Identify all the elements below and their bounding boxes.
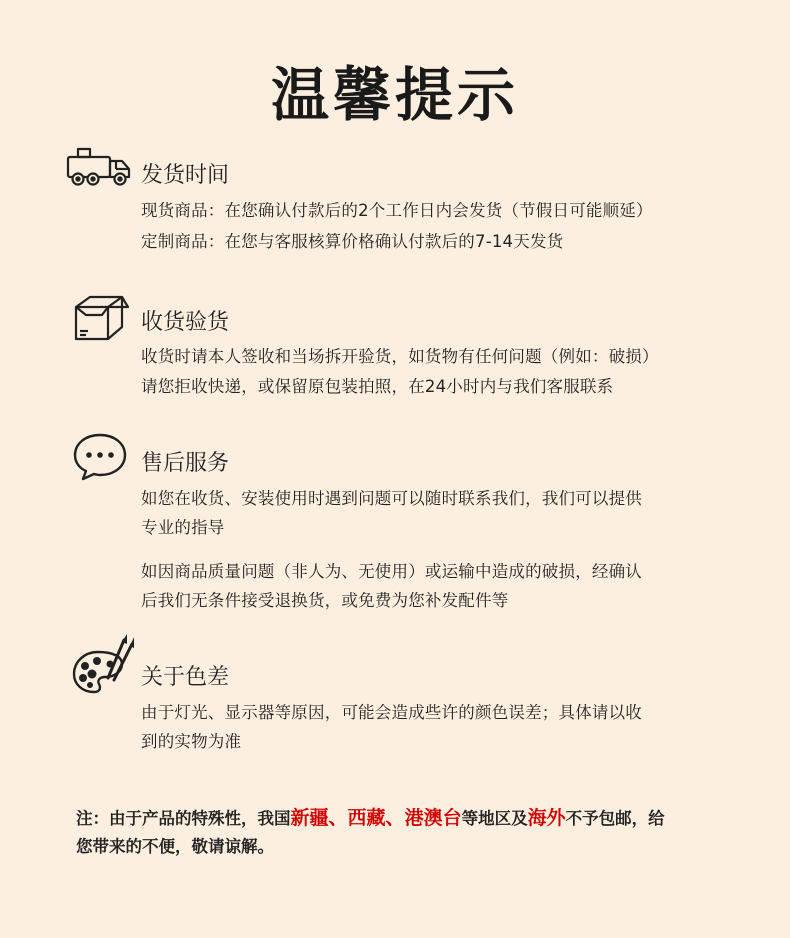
chat-bubble-icon — [72, 432, 128, 482]
section-title: 发货时间 — [141, 163, 230, 188]
section-text: 专业的指导 — [141, 518, 225, 537]
note-highlight-region: 海外 — [527, 807, 566, 829]
note-text: 注：由于产品的特殊性，我国 — [76, 809, 291, 828]
box-icon — [72, 293, 132, 341]
note-separator: 、 — [328, 807, 348, 829]
section-text: 如因商品质量问题（非人为、无使用）或运输中造成的破损，经确认 — [141, 562, 642, 581]
section-title: 售后服务 — [141, 451, 230, 476]
section-text: 后我们无条件接受退换货，或免费为您补发配件等 — [141, 591, 509, 610]
truck-icon — [66, 147, 132, 187]
note-highlight-region: 新疆 — [290, 807, 329, 829]
note-text: 不予包邮，给 — [565, 809, 665, 828]
section-text: 由于灯光、显示器等原因，可能会造成些许的颜色误差；具体请以收 — [141, 703, 642, 722]
section-text: 如您在收货、安装使用时遇到问题可以随时联系我们，我们可以提供 — [141, 489, 642, 508]
shipping-note — [76, 803, 665, 830]
note-text: 等地区及 — [461, 809, 528, 828]
page-title: 温馨提示 — [270, 61, 519, 129]
note-separator: 、 — [385, 807, 405, 829]
shipping-note-line2: 您带来的不便，敬请谅解。 — [76, 837, 274, 856]
section-text: 请您拒收快递，或保留原包装拍照，在24小时内与我们客服联系 — [141, 377, 614, 396]
section-text: 收货时请本人签收和当场拆开验货，如货物有任何问题（例如：破损） — [141, 347, 659, 366]
section-text: 定制商品：在您与客服核算价格确认付款后的7-14天发货 — [141, 232, 564, 251]
section-title: 关于色差 — [141, 665, 230, 690]
palette-icon — [70, 632, 136, 696]
note-highlight-region: 港澳台 — [404, 807, 462, 829]
note-highlight-region: 西藏 — [347, 807, 386, 829]
section-text: 到的实物为准 — [141, 732, 242, 751]
section-title: 收货验货 — [141, 310, 230, 335]
section-text: 现货商品：在您确认付款后的2个工作日内会发货（节假日可能顺延） — [141, 201, 653, 220]
